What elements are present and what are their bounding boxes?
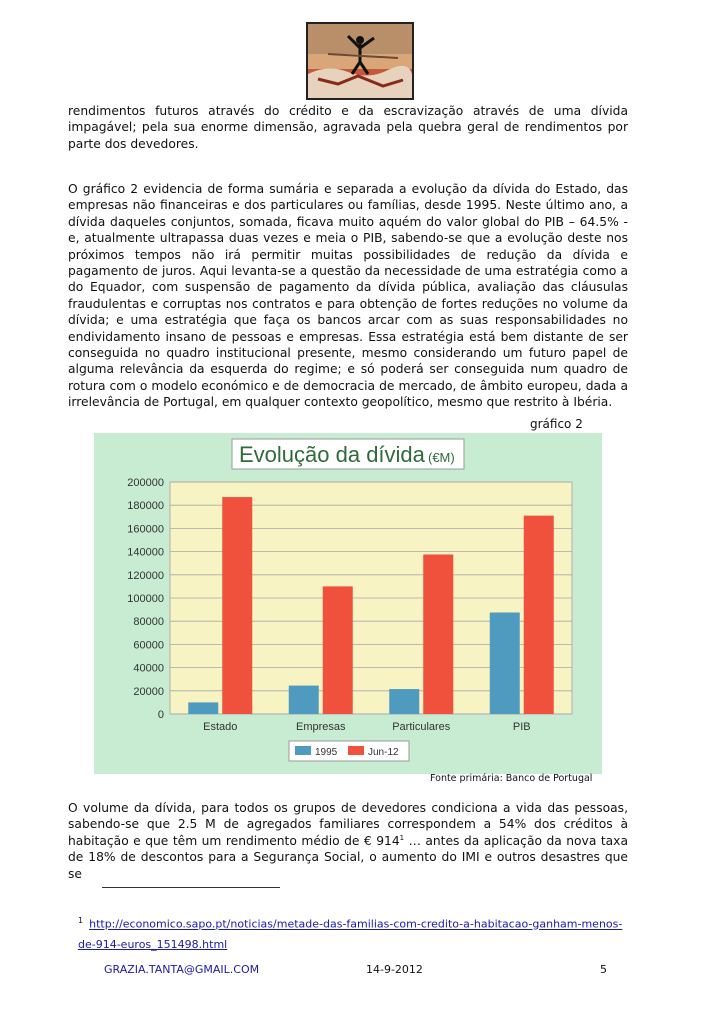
x-tick-label: PIB <box>512 721 531 733</box>
footnote-number: 1 <box>78 916 84 925</box>
bar-1995-particulares <box>389 689 419 714</box>
chart-title-unit: (€M) <box>428 450 455 465</box>
debt-chart-svg <box>94 433 602 774</box>
x-tick-label: Particulares <box>392 721 451 733</box>
y-tick-label: 100000 <box>127 593 164 605</box>
legend-label-jun12: Jun-12 <box>368 747 399 758</box>
bar-jun-12-particulares <box>423 555 453 715</box>
paragraph-3 <box>68 800 628 882</box>
bar-1995-estado <box>188 702 218 714</box>
footer-page-number: 5 <box>600 963 607 976</box>
paragraph-3-end: … antes da aplicação da nova taxa de 18% de descontos para a Segurança Social, o aumento do IMI e outros desastres que se <box>68 833 628 881</box>
paragraph-3-start: O volume da dívida, para todos os grupos de devedores condiciona a vida das pessoas, sabendo-se que 2.5 M de agregados familiares correspondem a 54% dos créditos à habitação e que têm um rendimento médio de € 914 <box>68 801 628 848</box>
y-tick-label: 60000 <box>133 639 164 652</box>
bar-1995-empresas <box>289 686 319 714</box>
y-tick-label: 180000 <box>127 500 164 513</box>
chart-caption: gráfico 2 <box>530 417 583 431</box>
legend-swatch-jun12 <box>348 746 364 755</box>
paragraph-1: rendimentos futuros através do crédito e da escravização através de uma dívida impagável; pela sua enorme dimensão, agravada pela quebra geral de rendimentos por parte dos devedores. <box>68 104 628 151</box>
footer-date: 14-9-2012 <box>366 963 423 976</box>
x-tick-label: Empresas <box>295 721 346 733</box>
paragraph-2: O gráfico 2 evidencia de forma sumária e separada a evolução da dívida do Estado, das empresas não financeiras e dos particulares ou famílias, desde 1995. Neste último ano, a dívida daqueles conjuntos, somada, ficava muito aquém do valor global do PIB – 64.5% - e, atualmente ultrapassa duas vezes e meia o PIB, sabendo-se que a evolução deste nos próximos tempos não irá permitir muitas possibilidades de redução da dívida e pagamento de juros. Aqui levanta-se a questão da necessidade de uma estratégia como a do Equador, com suspensão de pagamento da dívida pública, avaliação das cláusulas fraudulentas e corruptas nos contratos e para obtenção de fortes reduções no volume da dívida; e uma estratégia que faça os bancos arcar com as suas responsabilidades no endividamento insano de pessoas e empresas. Essa estratégia está bem distante de ser conseguida no quadro institucional presente, mesmo considerando um futuro papel de alguma relevância da esquerda do regime; e só poderá ser conseguida num quadro de rotura com o modelo económico e de democracia de mercado, de âmbito europeu, dada a irrelevância de Portugal, em qualquer contexto geopolítico, mesmo que restrito à Ibéria. <box>68 182 628 410</box>
y-tick-label: 40000 <box>133 662 164 675</box>
chart-source: Fonte primária: Banco de Portugal <box>430 773 593 784</box>
y-tick-label: 120000 <box>127 569 164 582</box>
x-tick-label: Estado <box>203 721 238 733</box>
header-painting-image <box>306 22 414 100</box>
footnote-divider <box>102 887 280 888</box>
y-tick-label: 80000 <box>133 616 164 629</box>
footnote <box>78 911 638 955</box>
bar-1995-pib <box>490 613 520 715</box>
y-tick-label: 160000 <box>127 523 164 536</box>
bar-jun-12-pib <box>524 516 554 714</box>
debt-chart <box>94 433 602 774</box>
y-tick-label: 20000 <box>133 685 164 698</box>
legend-swatch-1995 <box>295 746 311 755</box>
footnote-link[interactable]: http://economico.sapo.pt/noticias/metade-das-familias-com-credito-a-habitacao-ganham-menos-de-914-euros_151498.html <box>78 917 623 951</box>
footnote-reference[interactable]: 1 <box>399 833 405 842</box>
legend-label-1995: 1995 <box>315 747 338 758</box>
y-tick-label: 0 <box>157 709 164 721</box>
bar-jun-12-empresas <box>323 586 353 714</box>
bar-jun-12-estado <box>222 497 252 714</box>
chart-title: Evolução da dívida <box>239 442 425 467</box>
y-tick-label: 140000 <box>127 546 164 559</box>
footer-email[interactable]: GRAZIA.TANTA@GMAIL.COM <box>104 963 260 976</box>
y-tick-label: 200000 <box>127 477 164 489</box>
